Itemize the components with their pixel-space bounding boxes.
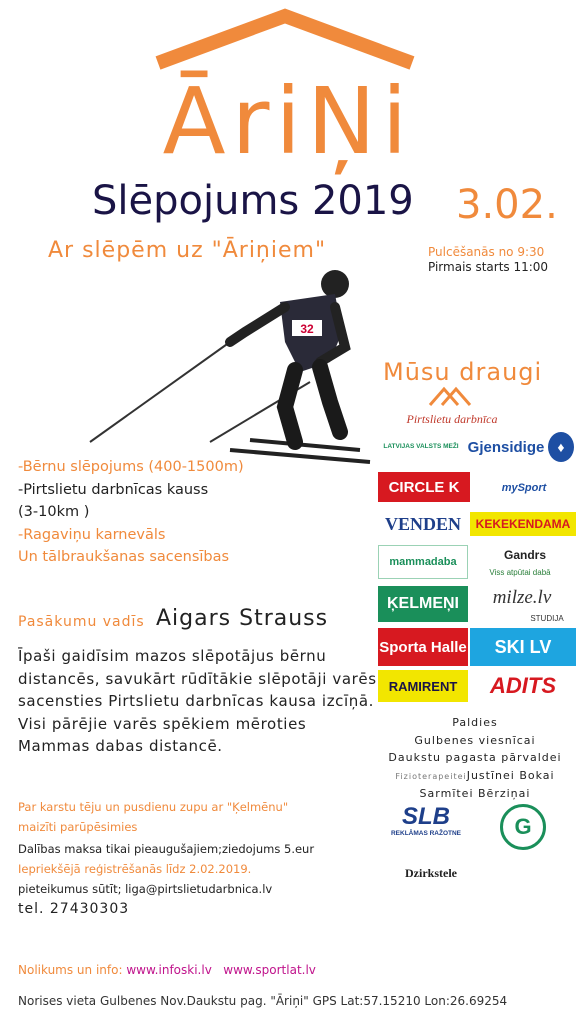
sponsor-kelmeni: ĶELMEŅI (378, 586, 468, 622)
thanks-line-small: Fizioterapeitei (395, 771, 467, 781)
application-email-info[interactable]: pieteikumus sūtīt; liga@pirtslietudarbnica.lv (18, 882, 273, 896)
rules-label: Nolikums un info: (18, 963, 123, 977)
sponsor-dzirkstele: Dzirkstele (405, 865, 457, 880)
rules-info (18, 963, 316, 977)
pirtslietu-roof-icon (428, 383, 472, 409)
sponsor-slb: SLB (402, 806, 450, 828)
event-item: Un tālbraukšanas sacensības (18, 549, 230, 565)
gjensidige-icon: ♦ (548, 432, 574, 462)
sponsor-g-logo: G (500, 804, 546, 850)
sponsor-milze-sub: STUDIJA (530, 613, 564, 623)
sponsor-skilv: SKI LV (470, 628, 576, 666)
phone-number[interactable]: tel. 27430303 (18, 901, 130, 917)
first-start-time: Pirmais starts 11:00 (428, 260, 549, 274)
thanks-block (380, 714, 570, 803)
venue-footer: Norises vieta Gulbenes Nov.Daukstu pag. "Āriņi" GPS Lat:57.15210 Lon:26.69254 (18, 994, 508, 1008)
event-item: -Bērnu slēpojums (400-1500m) (18, 459, 244, 475)
svg-text:32: 32 (300, 322, 314, 336)
thanks-line: Daukstu pagasta pārvaldei (388, 751, 562, 764)
skier-image (80, 262, 380, 472)
page-title: Slēpojums 2019 (92, 178, 414, 224)
sponsor-kekekendama: KEKEKENDAMA (470, 512, 576, 536)
sponsor-ramirent: RAMIRENT (378, 670, 468, 702)
sportlat-link[interactable]: www.sportlat.lv (223, 963, 316, 977)
sponsor-lvm: LATVIJAS VALSTS MEŽI (383, 442, 459, 450)
host-name: Aigars Strauss (156, 606, 329, 631)
sponsor-pirtslietu-darbnica: Pirtslietu darbnīca (406, 411, 498, 426)
sponsor-sporta-halle: Sporta Halle (378, 628, 468, 666)
event-item: (3-10km ) (18, 504, 90, 520)
sponsor-mammadaba: mammadaba (378, 545, 468, 579)
gathering-time: Pulcēšanās no 9:30 (428, 245, 545, 259)
preregistration-info: Iepriekšējā reģistrēšanās līdz 2.02.2019. (18, 862, 252, 876)
event-item: -Pirtslietu darbnīcas kauss (18, 481, 209, 498)
arini-logo-word: ĀriŅi (162, 68, 414, 175)
thanks-line: Sarmītei Bērziņai (419, 787, 531, 800)
sponsor-mysport: mySport (501, 482, 547, 494)
sponsor-slb-sub: REKLĀMAS RAŽOTNE (390, 829, 462, 837)
description-paragraph: Īpaši gaidīsim mazos slēpotājus bērnu distancēs, savukārt rūdītākie slēpotāji varēs sacensties Pirtslietu darbnīcas kausa izcīņā. Visi pārējie varēs spēkiem mēroties Mammas dabas distancē. (18, 647, 377, 755)
sponsor-circle-k: CIRCLE K (378, 472, 470, 502)
sponsor-milze: milze.lv (492, 587, 552, 608)
thanks-line (380, 767, 570, 786)
friends-title: Mūsu draugi (383, 358, 543, 386)
events-list (18, 456, 244, 569)
infoski-link[interactable]: www.infoski.lv (126, 963, 212, 977)
tea-info-line-2: maizīti parūpēsimies (18, 820, 138, 834)
thanks-title: Paldies (452, 716, 498, 729)
event-item: -Ragaviņu karnevāls (18, 526, 166, 543)
fee-info: Dalības maksa tikai pieaugušajiem;ziedojums 5.eur (18, 842, 315, 856)
sponsor-adits: ADITS (490, 673, 556, 698)
tea-info-line-1: Par karstu tēju un pusdienu zupu ar "Ķelmēnu" (18, 800, 289, 814)
sponsor-gjensidige: Gjensidige (467, 438, 545, 456)
sponsor-gandrs-tagline: Viss atpūtai dabā (489, 567, 551, 577)
host-label: Pasākumu vadīs (18, 614, 145, 630)
sponsor-gandrs: Gandrs (503, 548, 546, 562)
thanks-line-name: Justīnei Bokai (466, 768, 555, 782)
event-date: 3.02. (456, 182, 558, 228)
thanks-line: Gulbenes viesnīcai (414, 733, 536, 747)
event-subtitle: Ar slēpēm uz "Āriņiem" (48, 238, 327, 263)
sponsor-venden: VENDEN (384, 513, 461, 534)
